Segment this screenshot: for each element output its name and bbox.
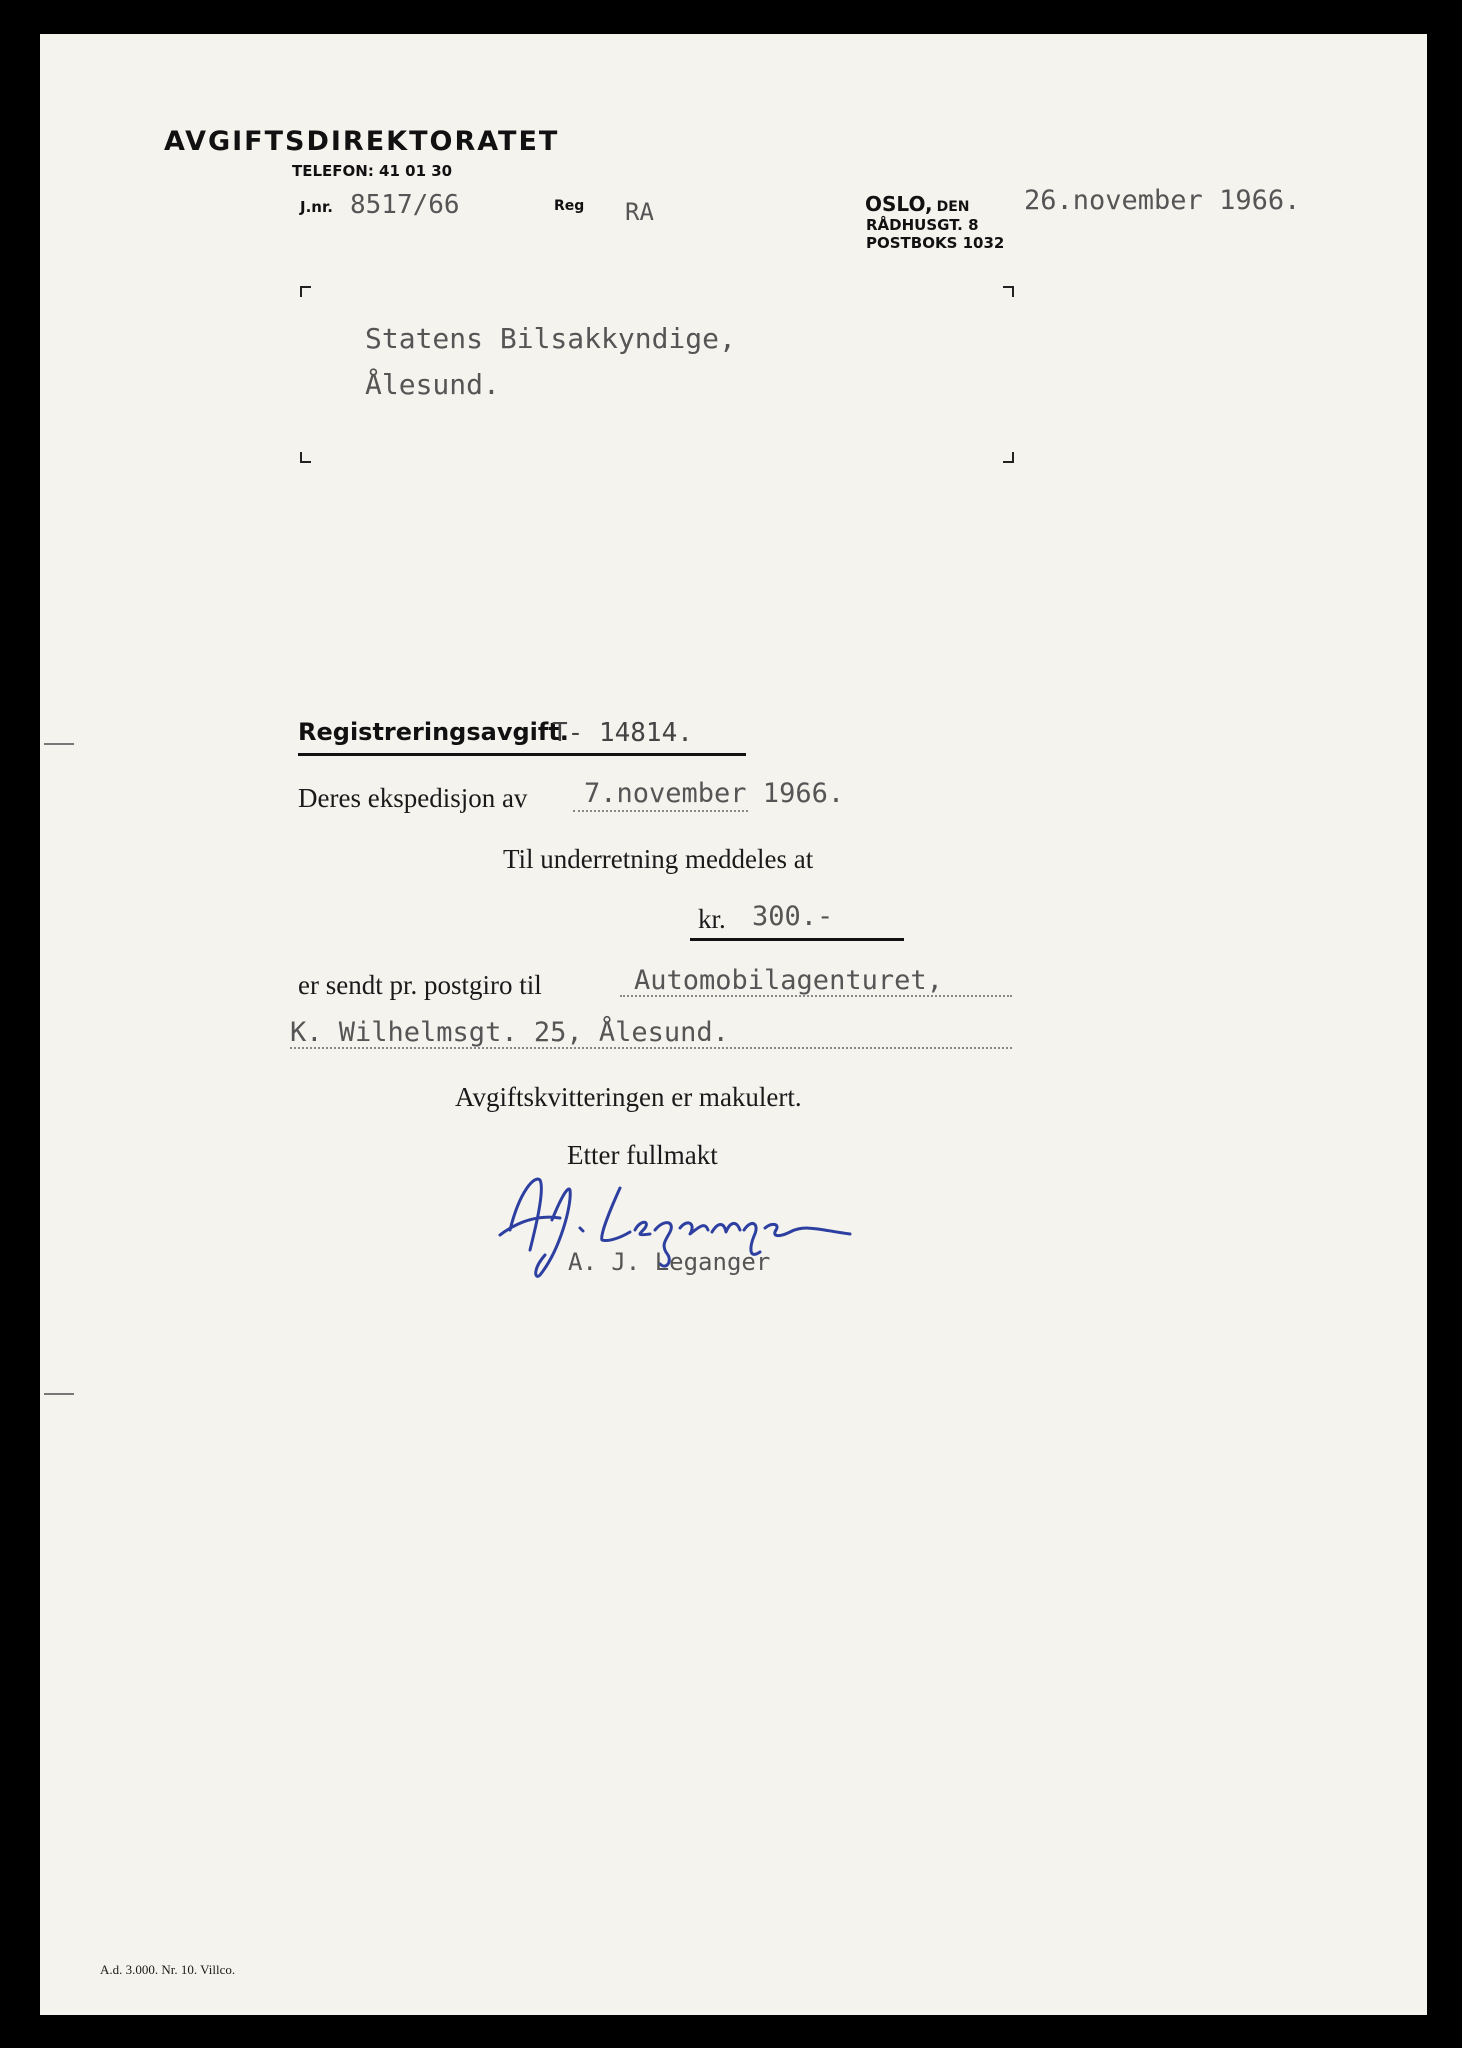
info-text: Til underretning meddeles at xyxy=(503,844,814,874)
amount-underline xyxy=(690,938,904,941)
address-corner-bottom-right xyxy=(1003,452,1014,463)
address-dotted-line xyxy=(290,1047,1012,1049)
print-info: A.d. 3.000. Nr. 10. Villco. xyxy=(100,1962,236,1977)
street-address: RÅDHUSGT. 8 xyxy=(866,216,979,234)
recipient-city: Ålesund. xyxy=(365,368,500,401)
authority-text: Etter fullmakt xyxy=(567,1140,718,1170)
payee-dotted-line xyxy=(620,995,1012,997)
fold-mark xyxy=(44,1393,74,1395)
reg-label: Reg xyxy=(554,198,585,214)
recipient-name: Statens Bilsakkyndige, xyxy=(365,322,736,355)
amount-label: kr. xyxy=(698,904,726,934)
signatory-name: A. J. Leganger xyxy=(568,1248,771,1276)
expedition-dotted-line xyxy=(573,810,748,812)
address-corner-top-right xyxy=(1003,286,1014,297)
po-box: POSTBOKS 1032 xyxy=(866,234,1005,252)
journal-number: 8517/66 xyxy=(350,190,460,220)
city-label xyxy=(865,192,970,216)
sent-label: er sendt pr. postgiro til xyxy=(298,970,542,1000)
den-label: DEN xyxy=(936,199,970,215)
payee-address: K. Wilhelmsgt. 25, Ålesund. xyxy=(290,1017,729,1048)
fold-mark xyxy=(44,743,74,745)
city-name: OSLO, xyxy=(865,192,933,216)
amount-value: 300.- xyxy=(752,901,834,932)
address-corner-bottom-left xyxy=(300,452,311,463)
subject-value: T- 14814. xyxy=(552,718,693,748)
telephone-number: TELEFON: 41 01 30 xyxy=(292,162,453,180)
voided-text: Avgiftskvitteringen er makulert. xyxy=(455,1082,802,1112)
expedition-date: 7.november 1966. xyxy=(584,778,845,809)
subject-underline xyxy=(298,753,746,756)
payee-name: Automobilagenturet, xyxy=(634,965,943,996)
letter-date: 26.november 1966. xyxy=(1024,185,1301,216)
reg-value: RA xyxy=(625,198,654,226)
expedition-label: Deres ekspedisjon av xyxy=(298,783,528,813)
subject-label: Registreringsavgift. xyxy=(298,718,569,746)
address-corner-top-left xyxy=(300,286,311,297)
organization-name: AVGIFTSDIREKTORATET xyxy=(164,126,560,157)
journal-number-label: J.nr. xyxy=(300,198,333,216)
